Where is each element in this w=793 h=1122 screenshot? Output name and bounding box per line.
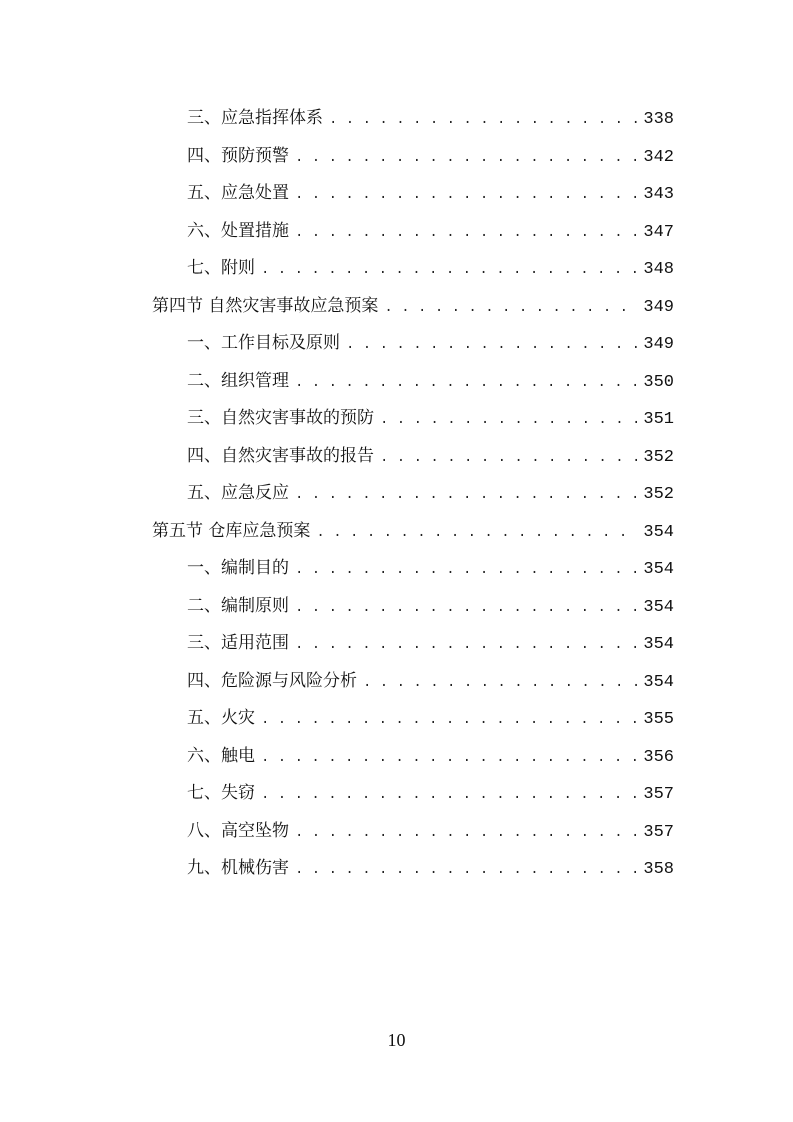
toc-entry-page: 338 — [643, 110, 674, 129]
toc-entry-page: 348 — [643, 260, 674, 279]
toc-entry — [152, 438, 674, 476]
toc-dot-leader — [384, 290, 637, 328]
toc-section-entry — [152, 288, 674, 326]
toc-entry-page: 352 — [643, 485, 674, 504]
toc-dot-leader — [295, 215, 637, 253]
toc-dot-leader — [380, 402, 637, 440]
toc-dot-leader — [261, 740, 637, 778]
toc-entry-label: 五、应急处置 — [187, 183, 289, 203]
toc-entry — [152, 325, 674, 363]
toc-dot-leader — [295, 140, 637, 178]
toc-entry — [152, 138, 674, 176]
toc-entry-label: 七、附则 — [187, 258, 255, 278]
toc-entry-label: 六、处置措施 — [187, 220, 289, 241]
toc-dot-leader — [261, 777, 637, 815]
toc-entry-label: 二、组织管理 — [187, 370, 289, 391]
toc-entry — [152, 213, 674, 251]
toc-dot-leader — [295, 177, 637, 215]
toc-section-entry — [152, 513, 674, 551]
toc-entry-label: 六、触电 — [187, 745, 255, 766]
toc-entry-page: 354 — [643, 597, 674, 617]
toc-entry-label: 四、预防预警 — [187, 145, 289, 166]
toc-entry — [152, 813, 674, 851]
toc-dot-leader — [295, 815, 637, 853]
toc-entry-page: 349 — [643, 335, 674, 354]
toc-entry — [152, 588, 674, 626]
toc-entry-label: 一、编制目的 — [187, 558, 289, 578]
toc-entry — [152, 400, 674, 438]
toc-entry-page: 350 — [643, 372, 674, 392]
toc-dot-leader — [295, 552, 637, 590]
toc-entry — [152, 850, 674, 888]
toc-entry — [152, 475, 674, 513]
toc-entry-page: 351 — [643, 410, 674, 429]
toc-entry-label: 八、高空坠物 — [187, 820, 289, 841]
toc-entry-page: 357 — [643, 822, 674, 842]
toc-entry-label: 一、工作目标及原则 — [187, 333, 340, 353]
toc-entry — [152, 100, 674, 138]
toc-entry-page: 358 — [643, 860, 674, 879]
toc-entry-page: 355 — [643, 710, 674, 729]
toc-entry-page: 357 — [643, 785, 674, 804]
toc-entry-label: 九、机械伤害 — [187, 858, 289, 878]
toc-entry — [152, 663, 674, 701]
toc-entry — [152, 250, 674, 288]
toc-entry-page: 356 — [643, 747, 674, 767]
toc-entry-page: 342 — [643, 147, 674, 167]
toc-entry — [152, 175, 674, 213]
toc-entry-page: 343 — [643, 185, 674, 204]
toc-entry — [152, 700, 674, 738]
toc-entry-label: 第四节 自然灾害事故应急预案 — [152, 295, 379, 316]
toc-dot-leader — [316, 515, 637, 553]
toc-entry — [152, 363, 674, 401]
toc-dot-leader — [295, 590, 637, 628]
toc-entry-label: 五、应急反应 — [187, 483, 289, 503]
toc-dot-leader — [363, 665, 637, 703]
toc-entry-label: 七、失窃 — [187, 783, 255, 803]
toc-entry-page: 347 — [643, 222, 674, 242]
toc-entry-page: 349 — [643, 297, 674, 317]
toc-entry — [152, 738, 674, 776]
toc-entry-page: 354 — [643, 522, 674, 542]
toc-entry-label: 五、火灾 — [187, 708, 255, 728]
toc-dot-leader — [295, 627, 637, 665]
toc-dot-leader — [295, 365, 637, 403]
toc-dot-leader — [261, 702, 637, 740]
toc-entry-label: 三、适用范围 — [187, 633, 289, 653]
toc-entry-page: 354 — [643, 560, 674, 579]
toc-entry-label: 四、自然灾害事故的报告 — [187, 445, 374, 466]
toc-entry — [152, 625, 674, 663]
toc-entry-label: 二、编制原则 — [187, 595, 289, 616]
page-number: 10 — [387, 1030, 406, 1050]
toc-entry — [152, 775, 674, 813]
toc-entry — [152, 550, 674, 588]
table-of-contents — [152, 100, 674, 888]
toc-entry-label: 第五节 仓库应急预案 — [152, 520, 311, 541]
toc-dot-leader — [295, 477, 637, 515]
toc-entry-page: 354 — [643, 635, 674, 654]
toc-dot-leader — [329, 102, 637, 140]
toc-dot-leader — [346, 327, 637, 365]
toc-dot-leader — [380, 440, 637, 478]
toc-entry-label: 三、自然灾害事故的预防 — [187, 408, 374, 428]
toc-dot-leader — [295, 852, 637, 890]
toc-entry-label: 三、应急指挥体系 — [187, 108, 323, 128]
toc-entry-page: 352 — [643, 447, 674, 467]
toc-entry-page: 354 — [643, 672, 674, 692]
toc-dot-leader — [261, 252, 637, 290]
toc-entry-label: 四、危险源与风险分析 — [187, 670, 357, 691]
